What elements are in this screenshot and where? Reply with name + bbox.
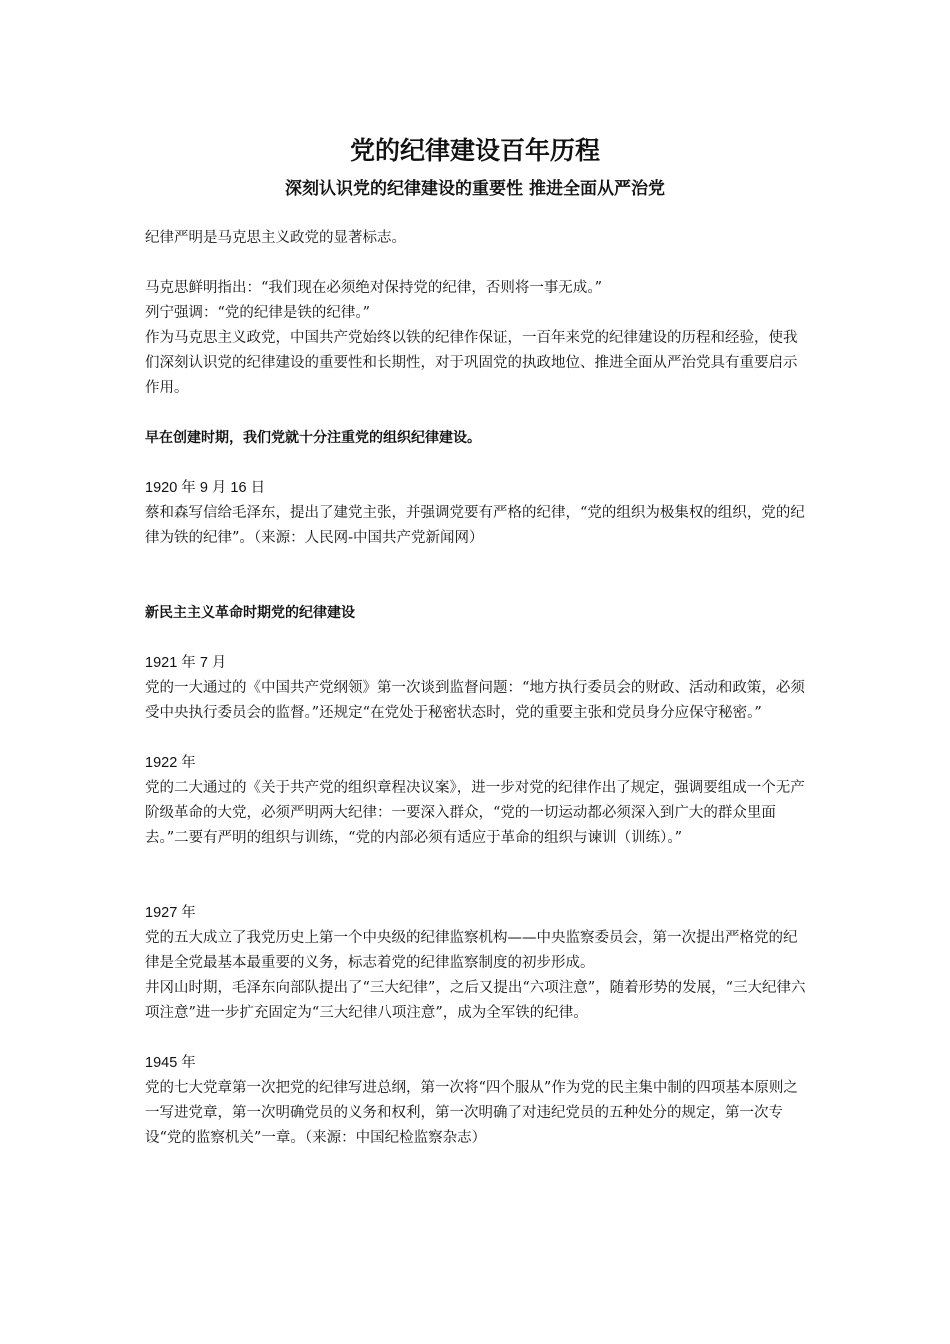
- entry-1945-date: 1945 年: [145, 1055, 196, 1071]
- intro-line: 纪律严明是马克思主义政党的显著标志。: [145, 230, 406, 246]
- entry-1920-date: 1920 年 9 月 16 日: [145, 480, 266, 496]
- entry-1945-text: 党的七大党章第一次把党的纪律写进总纲，第一次将“四个服从”作为党的民主集中制的四项基本原则之一写进党章，第一次明确党员的义务和权利，第一次明确了对违纪党员的五种处分的规定，第一次专设“党的监察机关”一章。（来源：中国纪检监察杂志）: [145, 1080, 798, 1146]
- entry-1927-date: 1927 年: [145, 905, 196, 921]
- entry-1922-date: 1922 年: [145, 755, 196, 771]
- entry-1927-text2: 井冈山时期，毛泽东向部队提出了“三大纪律”，之后又提出“六项注意”，随着形势的发展，“三大纪律六项注意”进一步扩充固定为“三大纪律八项注意”，成为全军铁的纪律。: [145, 980, 806, 1021]
- entry-1927-text: 党的五大成立了我党历史上第一个中央级的纪律监察机构——中央监察委员会，第一次提出严格党的纪律是全党最基本最重要的义务，标志着党的纪律监察制度的初步形成。: [145, 930, 798, 971]
- entry-1921-text: 党的一大通过的《中国共产党纲领》第一次谈到监督问题：“地方执行委员会的财政、活动和政策，必须受中央执行委员会的监督。”还规定“在党处于秘密状态时，党的重要主张和党员身分应保守秘密。”: [145, 680, 805, 721]
- document-title: 党的纪律建设百年历程: [349, 136, 600, 165]
- section-heading-revolution: 新民主主义革命时期党的纪律建设: [145, 605, 355, 621]
- entry-1921-date: 1921 年 7 月: [145, 655, 227, 671]
- section-heading-founding: 早在创建时期，我们党就十分注重党的组织纪律建设。: [145, 430, 481, 446]
- entry-1922-text: 党的二大通过的《关于共产党的组织章程决议案》，进一步对党的纪律作出了规定，强调要组成一个无产阶级革命的大党，必须严明两大纪律：一要深入群众，“党的一切运动都必须深入到广大的群众里面去。”二要有严明的组织与训练，“党的内部必须有适应于革命的组织与谏训（训练）。”: [145, 780, 805, 846]
- document-subtitle: 深刻认识党的纪律建设的重要性 推进全面从严治党: [285, 179, 665, 199]
- lenin-quote: 列宁强调：“党的纪律是铁的纪律。”: [145, 305, 371, 321]
- entry-1920-text: 蔡和森写信给毛泽东，提出了建党主张，并强调党要有严格的纪律，“党的组织为极集权的组织，党的纪律为铁的纪律”。（来源：人民网-中国共产党新闻网）: [145, 505, 805, 546]
- marx-quote: 马克思鲜明指出：“我们现在必须绝对保持党的纪律，否则将一事无成。”: [145, 280, 603, 296]
- intro-paragraph: 作为马克思主义政党，中国共产党始终以铁的纪律作保证，一百年来党的纪律建设的历程和经验，使我们深刻认识党的纪律建设的重要性和长期性，对于巩固党的执政地位、推进全面从严治党具有重要启示作用。: [145, 330, 798, 396]
- document-body: [145, 226, 807, 1151]
